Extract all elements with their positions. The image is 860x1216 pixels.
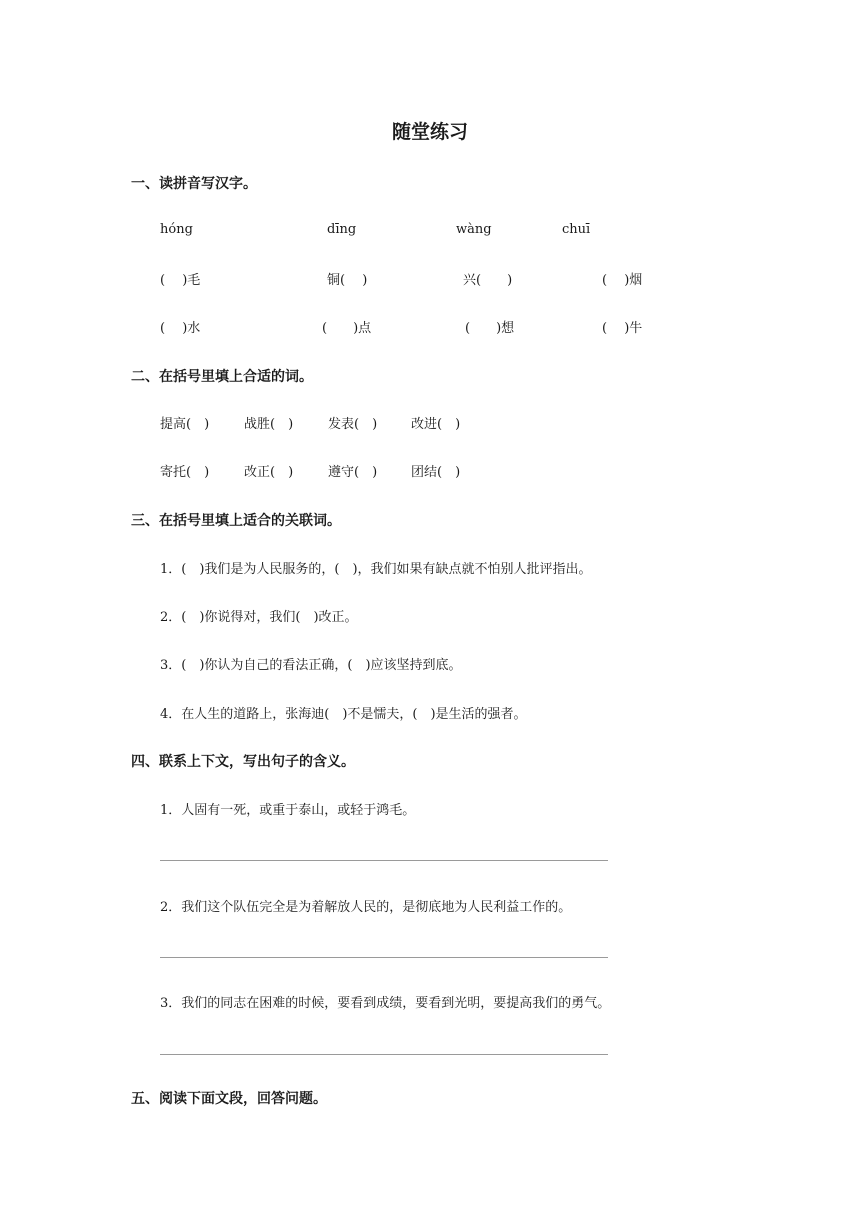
question-item: 1．人固有一死，或重于泰山，或轻于鸿毛。	[160, 803, 416, 818]
section-5-heading: 五、阅读下面文段，回答问题。	[131, 1091, 327, 1107]
page-title: 随堂练习	[391, 121, 468, 143]
question-item: 3．( )你认为自己的看法正确，( )应该坚持到底。	[160, 658, 462, 673]
section-3-heading: 三、在括号里填上适合的关联词。	[131, 513, 341, 529]
word-blank: 团结( )	[411, 465, 461, 480]
question-item: 3．我们的同志在困难的时候，要看到成绩，要看到光明，要提高我们的勇气。	[160, 996, 611, 1011]
word-blank: 改进( )	[411, 417, 461, 432]
blank-item: ( )毛	[160, 273, 201, 288]
pinyin-2: dīng	[327, 222, 357, 237]
answer-line	[160, 860, 608, 861]
section-2-heading: 二、在括号里填上合适的词。	[131, 369, 313, 385]
word-blank: 改正( )	[244, 465, 294, 480]
pinyin-4: chuī	[562, 222, 591, 237]
word-blank: 发表( )	[328, 417, 378, 432]
section-1-heading: 一、读拼音写汉字。	[131, 176, 257, 192]
blank-item: ( )点	[322, 321, 372, 336]
answer-line	[160, 957, 608, 958]
word-blank: 战胜( )	[244, 417, 294, 432]
pinyin-1: hóng	[160, 222, 193, 237]
answer-line	[160, 1054, 608, 1055]
blank-item: 兴( )	[463, 273, 513, 288]
blank-item: 铜( )	[327, 273, 368, 288]
question-item: 4．在人生的道路上，张海迪( )不是懦夫，( )是生活的强者。	[160, 707, 527, 722]
blank-item: ( )牛	[602, 321, 643, 336]
word-blank: 提高( )	[160, 417, 210, 432]
word-blank: 寄托( )	[160, 465, 210, 480]
pinyin-3: wàng	[456, 222, 492, 237]
question-item: 1．( )我们是为人民服务的，( )，我们如果有缺点就不怕别人批评指出。	[160, 562, 592, 577]
section-4-heading: 四、联系上下文，写出句子的含义。	[131, 754, 355, 770]
blank-item: ( )水	[160, 321, 201, 336]
question-item: 2．( )你说得对，我们( )改正。	[160, 610, 358, 625]
question-item: 2．我们这个队伍完全是为着解放人民的，是彻底地为人民利益工作的。	[160, 900, 572, 915]
blank-item: ( )烟	[602, 273, 643, 288]
word-blank: 遵守( )	[328, 465, 378, 480]
blank-item: ( )想	[465, 321, 515, 336]
